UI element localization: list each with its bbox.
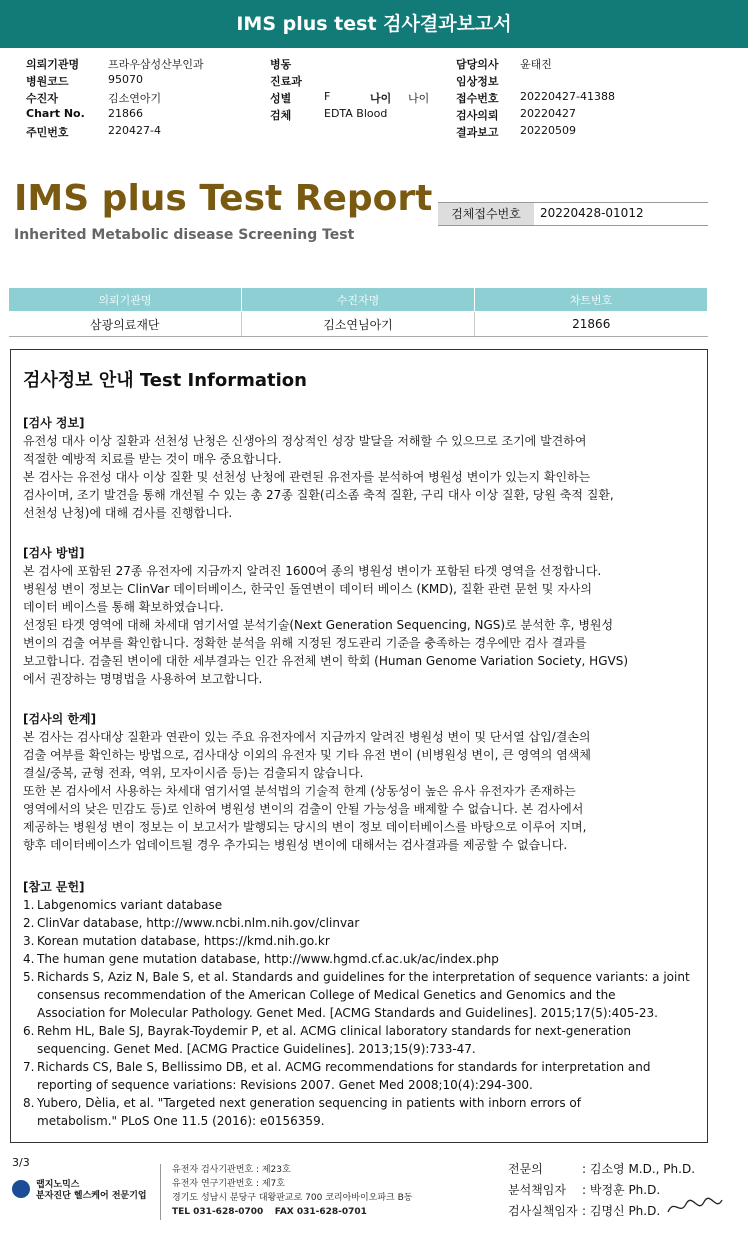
text-line: Richards CS, Bale S, Bellissimo DB, et al. ACMG recommendations for standards for interpretation and	[37, 1060, 651, 1074]
meta-value: 20220427	[520, 107, 576, 120]
signature-line	[508, 1160, 695, 1177]
ref-number: 7.	[23, 1060, 35, 1074]
report-title: IMS plus Test Report	[14, 178, 433, 219]
meta-label: 검사의뢰	[456, 109, 499, 122]
text-line: 검사이며, 조기 발견을 통해 개선될 수 있는 총 27종 질환(리소좀 축적 질환, 구리 대사 이상 질환, 당원 축적 질환,	[23, 488, 614, 502]
section-test-method	[23, 544, 695, 688]
table-cell: 김소연님아기	[242, 312, 475, 337]
meta-label: 임상정보	[456, 75, 499, 88]
fax: FAX 031-628-0701	[274, 1207, 367, 1217]
text-line: 유전성 대사 이상 질환과 선천성 난청은 신생아의 정상적인 성장 발달을 저해할 수 있으므로 조기에 발견하여	[23, 434, 587, 448]
meta-value: 20220427-41388	[520, 90, 615, 103]
text-line: 본 검사는 검사대상 질환과 연관이 있는 주요 유전자에서 지금까지 알려진 병원성 변이 및 단서열 삽입/결손의	[23, 730, 591, 744]
section-heading: [검사 정보]	[23, 416, 85, 430]
meta-value: 윤태진	[520, 58, 552, 71]
footer-address	[172, 1163, 412, 1219]
text-line: 보고합니다. 검출된 변이에 대한 세부결과는 인간 유전체 변이 학회 (Human Genome Variation Society, HGVS)	[23, 654, 629, 668]
table-cell: 21866	[475, 312, 708, 337]
ref-number: 3.	[23, 934, 35, 948]
section-heading: [참고 문헌]	[23, 880, 85, 894]
company-tagline: 분자진단 헬스케어 전문기업	[36, 1191, 147, 1201]
page-number: 3/3	[12, 1156, 30, 1169]
age-value: 나이	[408, 92, 430, 105]
patient-table	[8, 287, 708, 337]
table-header: 수진자명	[242, 288, 475, 312]
text-line: 선정된 타겟 영역에 대해 차세대 염기서열 분석기술(Next Generation Sequencing, NGS)로 분석한 후, 병원성	[23, 618, 614, 632]
list-item	[23, 950, 695, 968]
specimen-value: EDTA Blood	[324, 107, 388, 120]
text-line: reporting of sequence variations: Revisions 2007. Genet Med 2008;10(4):294-300.	[37, 1078, 533, 1092]
meta-value: 김소연아기	[108, 92, 162, 105]
list-item	[23, 932, 695, 950]
meta-label: 결과보고	[456, 126, 499, 139]
section-heading: [검사 방법]	[23, 546, 85, 560]
meta-label: 접수번호	[456, 92, 499, 105]
report-header-title: IMS plus test 검사결과보고서	[0, 0, 748, 48]
list-item	[23, 1058, 695, 1094]
meta-col2	[270, 56, 440, 141]
receipt-number-box	[438, 202, 708, 226]
text-line: The human gene mutation database, http://www.hgmd.cf.ac.uk/ac/index.php	[37, 952, 499, 966]
list-item	[23, 968, 695, 1022]
meta-label: 수진자	[26, 92, 58, 105]
text-line: consensus recommendation of the American College of Medical Genetics and Genomics and the	[37, 988, 616, 1002]
text-line: Rehm HL, Bale SJ, Bayrak-Toydemir P, et al. ACMG clinical laboratory standards for next-generation	[37, 1024, 632, 1038]
footer-divider	[160, 1164, 161, 1220]
meta-value: 220427-4	[108, 124, 161, 137]
text-line: Yubero, Dèlia, et al. "Targeted next generation sequencing in patients with inborn errors of	[37, 1096, 581, 1110]
dept-label: 진료과	[270, 75, 302, 88]
meta-label: 의뢰기관명	[26, 58, 80, 71]
signature-role: 전문의	[508, 1162, 543, 1176]
text-line: 에서 권장하는 명명법을 사용하여 보고합니다.	[23, 672, 263, 686]
meta-label: 담당의사	[456, 58, 499, 71]
test-information-box	[10, 349, 708, 1143]
section-heading: [검사의 한계]	[23, 712, 97, 726]
table-row	[9, 312, 708, 337]
text-line: 유전자 검사기관번호 : 제23호	[172, 1165, 291, 1175]
text-line: 또한 본 검사에서 사용하는 차세대 염기서열 분석법의 기술적 한계 (상동성이 높은 유사 유전자가 존재하는	[23, 784, 576, 798]
section-test-info	[23, 414, 695, 522]
signature-line	[508, 1202, 660, 1219]
section-test-limitations	[23, 710, 695, 854]
ref-number: 5.	[23, 970, 35, 984]
text-line: Richards S, Aziz N, Bale S, et al. Standards and guidelines for the interpretation of sequence variants: a joint	[37, 970, 690, 984]
list-item	[23, 1094, 695, 1130]
text-line: 선천성 난청)에 대해 검사를 진행합니다.	[23, 506, 233, 520]
text-line: metabolism." PLoS One 11.5 (2016): e0156359.	[37, 1114, 325, 1128]
specimen-label: 검체	[270, 109, 292, 122]
section-references	[23, 878, 695, 1130]
ref-number: 8.	[23, 1096, 35, 1110]
meta-label: 병원코드	[26, 75, 69, 88]
signature-role: 검사실책임자	[508, 1204, 578, 1218]
list-item	[23, 1022, 695, 1058]
text-line: 경기도 성남시 분당구 대왕판교로 700 코리아바이오파크 B동	[172, 1193, 413, 1203]
sex-label: 성별	[270, 92, 292, 105]
text-line: 영역에서의 낮은 민감도 등)로 인하여 병원성 변이의 검출이 안될 가능성을 배제할 수 없습니다. 본 검사에서	[23, 802, 584, 816]
text-line: 본 검사는 유전성 대사 이상 질환 및 선천성 난청에 관련된 유전자를 분석하여 병원성 변이가 있는지 확인하는	[23, 470, 591, 484]
signature-role: 분석책임자	[508, 1183, 566, 1197]
receipt-label: 검체접수번호	[438, 203, 534, 225]
age-label: 나이	[370, 92, 392, 105]
ref-number: 2.	[23, 916, 35, 930]
sex-value: F	[324, 90, 331, 103]
list-item	[23, 896, 695, 914]
meta-col3	[456, 56, 615, 141]
text-line: 병원성 변이 정보는 ClinVar 데이터베이스, 한국인 돌연변이 데이터 베이스 (KMD), 질환 관련 문헌 및 자사의	[23, 582, 592, 596]
text-line: Association for Molecular Pathology. Genet Med. [ACMG Standards and Guidelines]. 2015;17(5):405-23.	[37, 1006, 658, 1020]
meta-value: 프라우삼성산부인과	[108, 58, 204, 71]
table-header: 차트번호	[475, 288, 708, 312]
signature-name: : 김소영 M.D., Ph.D.	[582, 1162, 696, 1176]
text-line: sequencing. Genet Med. [ACMG Practice Guidelines]. 2013;15(9):733-47.	[37, 1042, 476, 1056]
report-subtitle: Inherited Metabolic disease Screening Test	[14, 227, 355, 243]
list-item	[23, 914, 695, 932]
text-line: Labgenomics variant database	[37, 898, 223, 912]
ref-number: 1.	[23, 898, 35, 912]
ref-number: 4.	[23, 952, 35, 966]
text-line: 데이터 베이스를 통해 확보하였습니다.	[23, 600, 224, 614]
text-line: ClinVar database, http://www.ncbi.nlm.nih.gov/clinvar	[37, 916, 360, 930]
text-line: 검출 여부를 확인하는 방법으로, 검사대상 이외의 유전자 및 기타 유전 변이 (비병원성 변이, 큰 영역의 염색체	[23, 748, 591, 762]
meta-label: 주민번호	[26, 126, 69, 139]
text-line: 본 검사에 포함된 27종 유전자에 지금까지 알려진 1600여 종의 병원성 변이가 포함된 타겟 영역을 선정합니다.	[23, 564, 602, 578]
text-line: 유전자 연구기관번호 : 제7호	[172, 1179, 285, 1189]
receipt-value: 20220428-01012	[540, 206, 644, 220]
signature-name: : 박정훈 Ph.D.	[582, 1183, 661, 1197]
meta-value: 95070	[108, 73, 143, 86]
ref-number: 6.	[23, 1024, 35, 1038]
handwritten-signature	[664, 1190, 724, 1220]
text-line: 결실/중복, 균형 전좌, 역위, 모자이시즘 등)는 검출되지 않습니다.	[23, 766, 364, 780]
text-line: Korean mutation database, https://kmd.nih.go.kr	[37, 934, 330, 948]
ward-label: 병동	[270, 58, 292, 71]
signature-name: : 김명신 Ph.D.	[582, 1204, 661, 1218]
text-line: 변이의 검출 여부를 확인합니다. 정확한 분석을 위해 지정된 정도관리 기준을 충족하는 경우에만 검사 결과를	[23, 636, 587, 650]
company-name: 랩지노믹스	[36, 1180, 80, 1190]
text-line: 적절한 예방적 치료를 받는 것이 매우 중요합니다.	[23, 452, 282, 466]
meta-value: 20220509	[520, 124, 576, 137]
text-line: 향후 데이터베이스가 업데이트될 경우 추가되는 병원성 변이에 대해서는 검사결과를 제공할 수 없습니다.	[23, 838, 568, 852]
table-cell: 삼광의료재단	[9, 312, 242, 337]
meta-label: Chart No.	[26, 107, 85, 120]
text-line: 제공하는 병원성 변이 정보는 이 보고서가 발행되는 당시의 변이 정보 데이터베이스를 바탕으로 이루어 지며,	[23, 820, 587, 834]
company-logo-icon	[12, 1180, 30, 1198]
meta-col1	[26, 56, 204, 141]
table-header: 의뢰기관명	[9, 288, 242, 312]
tel: TEL 031-628-0700	[172, 1207, 264, 1217]
signature-line	[508, 1181, 660, 1198]
meta-value: 21866	[108, 107, 143, 120]
info-title: 검사정보 안내 Test Information	[23, 370, 307, 391]
